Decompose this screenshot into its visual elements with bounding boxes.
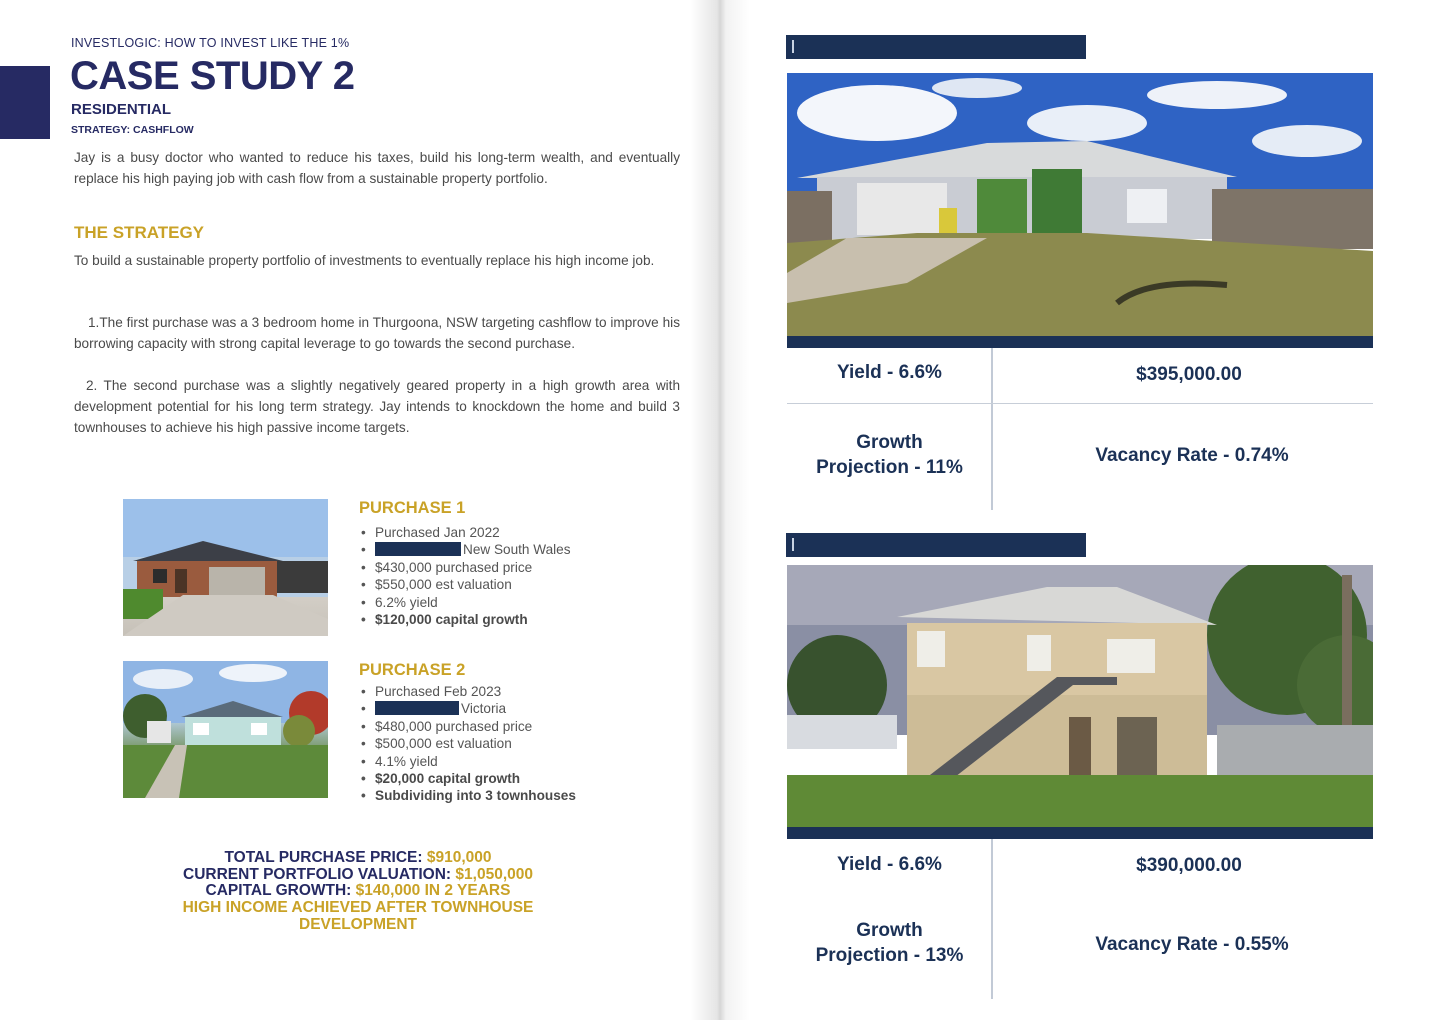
- purchase-1-heading: PURCHASE 1: [359, 499, 466, 517]
- list-item: • 6.2% yield: [359, 594, 571, 611]
- property-2-photo: [787, 565, 1373, 827]
- strategy-step-2: 2. The second purchase was a slightly negatively geared property in a high growth area with development potential for his long term strategy. Jay intends to knockdown the home and build 3 townhouses to achieve his high passive income targets.: [74, 378, 680, 435]
- stat-divider: [991, 348, 993, 510]
- list-item: • New South Wales: [359, 541, 571, 558]
- redaction-bar: [375, 542, 461, 556]
- list-item: • Purchased Jan 2022: [359, 524, 571, 541]
- list-item: • $500,000 est valuation: [359, 735, 576, 752]
- property-1-banner: [786, 35, 1086, 59]
- list-item: • $430,000 purchased price: [359, 559, 571, 576]
- property-1-photo: [787, 73, 1373, 336]
- property-1-price: $395,000.00: [1136, 364, 1242, 385]
- purchase-1-photo: [123, 499, 328, 636]
- property-2-yield: Yield - 6.6%: [837, 854, 942, 875]
- list-item: • $20,000 capital growth: [359, 770, 576, 787]
- portfolio-valuation-line: CURRENT PORTFOLIO VALUATION: $1,050,000: [183, 865, 533, 883]
- purchase-2-bullets: [359, 683, 576, 805]
- purchase-2-heading: PURCHASE 2: [359, 661, 466, 679]
- property-1-vacancy: Vacancy Rate - 0.74%: [1095, 445, 1289, 466]
- property-2-vacancy: Vacancy Rate - 0.55%: [1095, 934, 1289, 955]
- banner-mark: [792, 538, 794, 551]
- strategy-step-1: 1.The first purchase was a 3 bedroom home in Thurgoona, NSW targeting cashflow to improve his borrowing capacity with strong capital leverage to go towards the second purchase.: [74, 315, 680, 351]
- stat-divider: [991, 839, 993, 999]
- list-item: • 4.1% yield: [359, 753, 576, 770]
- list-item: • $550,000 est valuation: [359, 576, 571, 593]
- redaction-bar: [375, 701, 459, 715]
- intro-paragraph: Jay is a busy doctor who wanted to reduce his taxes, build his long-term wealth, and eventually replace his high paying job with cash flow from a sustainable property portfolio.: [74, 150, 680, 186]
- capital-growth-line: CAPITAL GROWTH: $140,000 IN 2 YEARS: [205, 882, 511, 900]
- property-2-bar: [787, 827, 1373, 839]
- page-title: CASE STUDY 2: [70, 54, 355, 98]
- income-note: HIGH INCOME ACHIEVED AFTER TOWNHOUSE DEVELOPMENT: [182, 899, 534, 933]
- portfolio-totals: [150, 850, 566, 934]
- property-2-growth: Growth Projection - 13%: [815, 920, 964, 966]
- list-item: • $120,000 capital growth: [359, 611, 571, 628]
- page-subtitle: RESIDENTIAL: [71, 101, 172, 118]
- stat-divider: [787, 403, 1373, 404]
- property-2-banner: [786, 533, 1086, 557]
- list-item: • Subdividing into 3 townhouses: [359, 787, 576, 804]
- purchase-2-photo: [123, 661, 328, 798]
- total-purchase-line: TOTAL PURCHASE PRICE: $910,000: [224, 849, 492, 866]
- property-1-bar: [787, 336, 1373, 348]
- list-item: • Victoria: [359, 700, 576, 717]
- book-gutter: [690, 0, 750, 1020]
- property-1-yield: Yield - 6.6%: [837, 362, 942, 383]
- list-item: • $480,000 purchased price: [359, 718, 576, 735]
- banner-mark: [792, 40, 794, 53]
- kicker: INVESTLOGIC: HOW TO INVEST LIKE THE 1%: [71, 36, 350, 50]
- strategy-tag: STRATEGY: CASHFLOW: [71, 124, 194, 136]
- list-item: • Purchased Feb 2023: [359, 683, 576, 700]
- property-1-growth: Growth Projection - 11%: [816, 432, 963, 478]
- side-tab: [0, 66, 50, 139]
- purchase-1-bullets: [359, 524, 571, 628]
- strategy-heading: THE STRATEGY: [74, 223, 205, 242]
- strategy-paragraph: To build a sustainable property portfolio of investments to eventually replace his high income job.: [74, 253, 655, 268]
- property-2-price: $390,000.00: [1136, 855, 1242, 876]
